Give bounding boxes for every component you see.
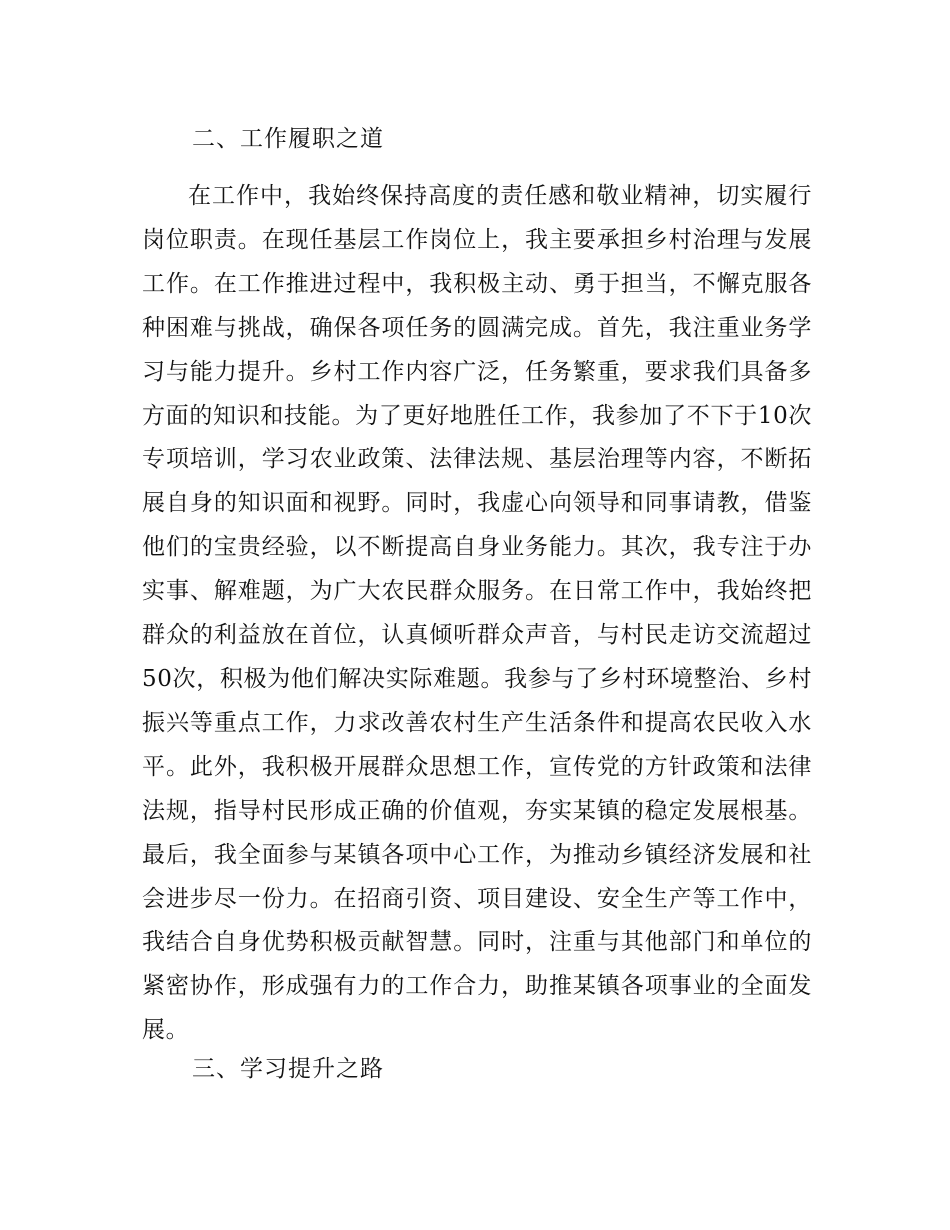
section-two-heading: 二、工作履职之道: [192, 126, 384, 152]
section-two-paragraph: 在工作中，我始终保持高度的责任感和敬业精神，切实履行岗位职责。在现任基层工作岗位上，我主要承担乡村治理与发展工作。在工作推进过程中，我积极主动、勇于担当，不懈克服各种困难与挑战，确保各项任务的圆满完成。首先，我注重业务学习与能力提升。乡村工作内容广泛，任务繁重，要求我们具备多方面的知识和技能。为了更好地胜任工作，我参加了不下于10次专项培训，学习农业政策、法律法规、基层治理等内容，不断拓展自身的知识面和视野。同时，我虚心向领导和同事请教，借鉴他们的宝贵经验，以不断提高自身业务能力。其次，我专注于办实事、解难题，为广大农民群众服务。在日常工作中，我始终把群众的利益放在首位，认真倾听群众声音，与村民走访交流超过50次，积极为他们解决实际难题。我参与了乡村环境整治、乡村振兴等重点工作，力求改善农村生产生活条件和提高农民收入水平。此外，我积极开展群众思想工作，宣传党的方针政策和法律法规，指导村民形成正确的价值观，夯实某镇的稳定发展根基。最后，我全面参与某镇各项中心工作，为推动乡镇经济发展和社会进步尽一份力。在招商引资、项目建设、安全生产等工作中，我结合自身优势积极贡献智慧。同时，注重与其他部门和单位的紧密协作，形成强有力的工作合力，助推某镇各项事业的全面发展。: [142, 183, 812, 1044]
section-three-heading: 三、学习提升之路: [192, 1056, 384, 1082]
